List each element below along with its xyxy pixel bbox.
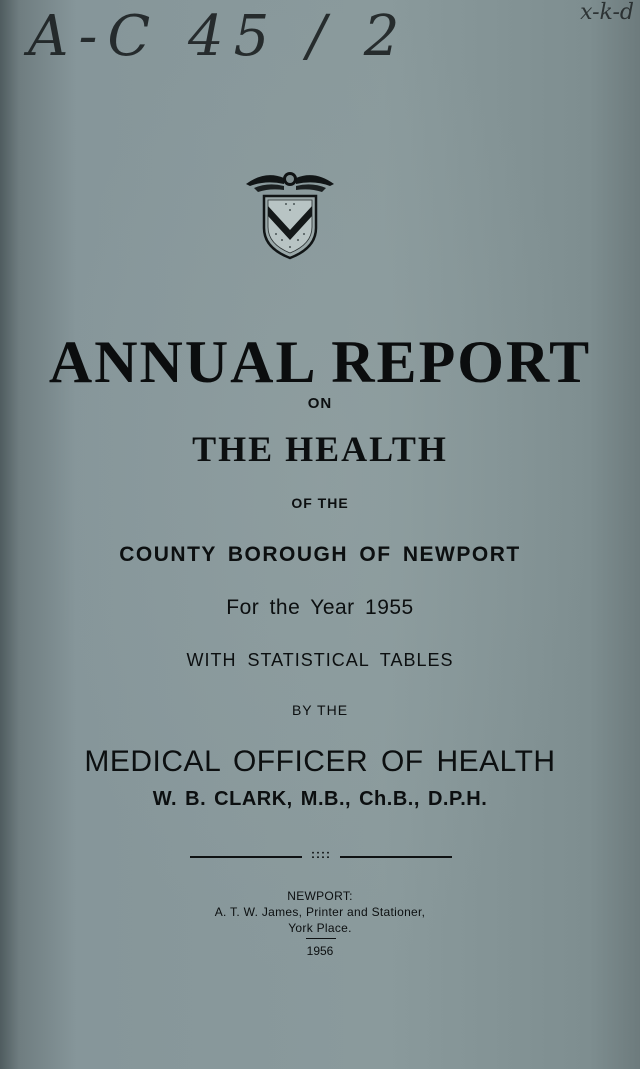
handwritten-catalog-note: A-C 45 / 2 bbox=[28, 4, 410, 69]
report-title: ANNUAL REPORT bbox=[48, 329, 592, 395]
subject-heading: THE HEALTH bbox=[192, 429, 448, 469]
divider-dots: :::: bbox=[311, 847, 331, 861]
printer-imprint bbox=[0, 888, 640, 936]
imprint-rule bbox=[306, 938, 336, 939]
borough-crest-icon bbox=[240, 162, 340, 262]
publication-year: 1956 bbox=[306, 944, 334, 958]
on-text: ON bbox=[307, 395, 333, 412]
statistical-tables-line: WITH STATISTICAL TABLES bbox=[186, 650, 454, 670]
divider-line-left bbox=[190, 856, 302, 858]
officer-name: W. B. CLARK, M.B., Ch.B., D.P.H. bbox=[152, 788, 488, 810]
printer-place: NEWPORT: bbox=[287, 889, 353, 903]
printer-address: York Place. bbox=[288, 921, 352, 935]
of-the-text: OF THE bbox=[291, 495, 349, 511]
borough-name: COUNTY BOROUGH OF NEWPORT bbox=[119, 543, 521, 566]
printer-name: A. T. W. James, Printer and Stationer, bbox=[214, 905, 426, 919]
by-the-text: BY THE bbox=[291, 702, 349, 718]
officer-title: MEDICAL OFFICER OF HEALTH bbox=[84, 745, 556, 778]
divider-line-right bbox=[340, 856, 452, 858]
report-year: For the Year 1955 bbox=[226, 596, 414, 619]
handwritten-corner-mark: x-k-d bbox=[580, 0, 634, 25]
ornamental-divider bbox=[190, 847, 452, 863]
